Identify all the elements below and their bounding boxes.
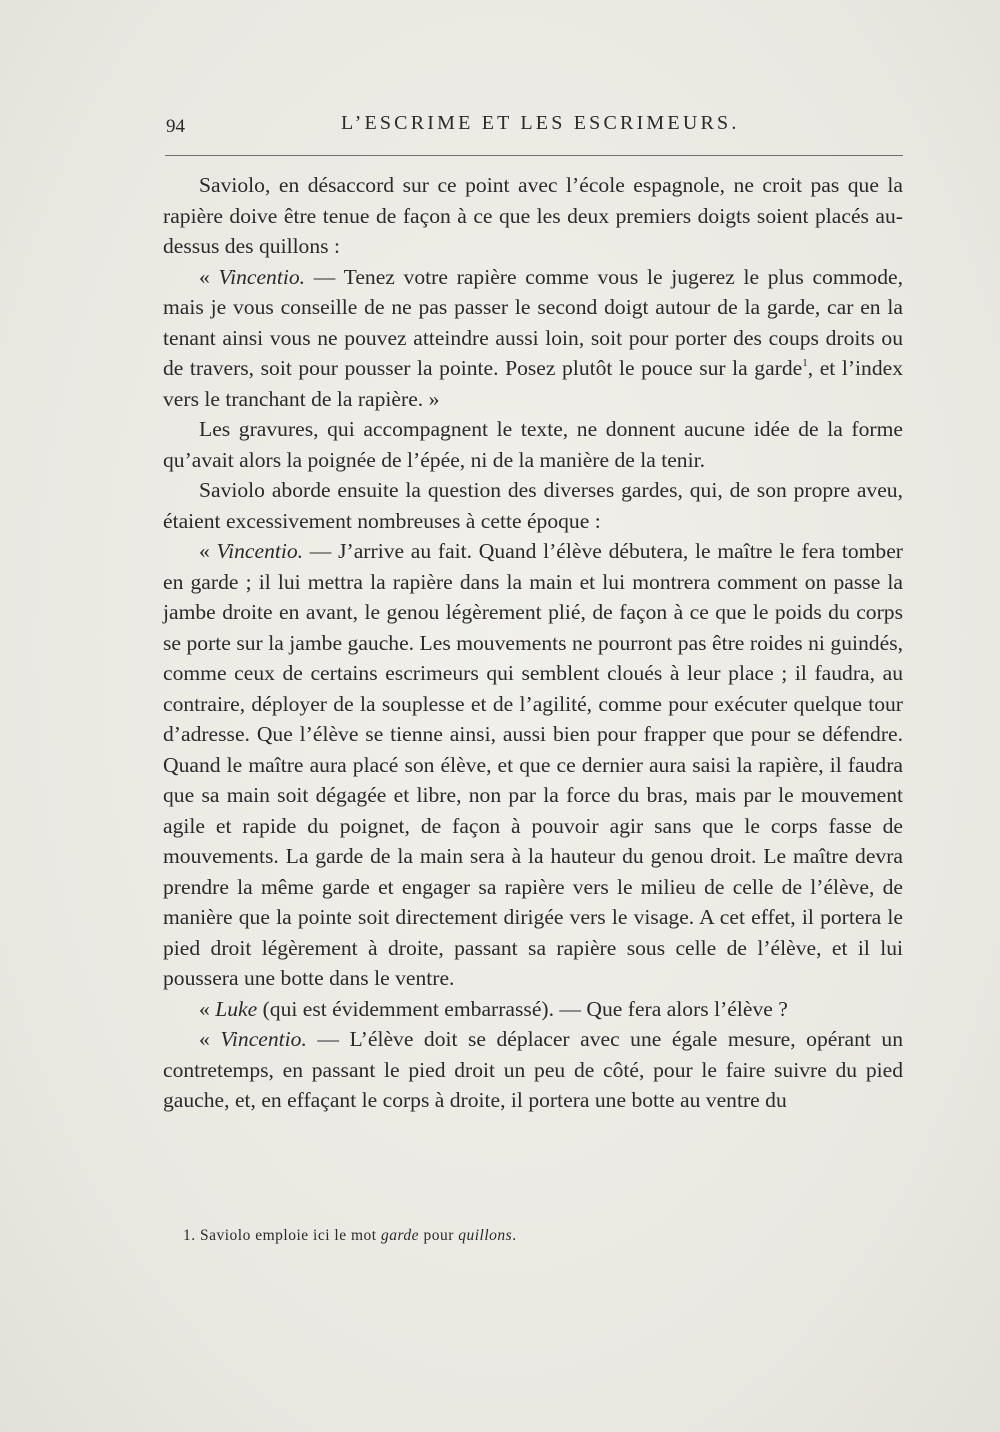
body-text — [163, 170, 903, 1116]
text-run: « — [199, 996, 216, 1021]
text-run: Saviolo aborde ensuite la question des diverses gardes, qui, de son propre aveu, étaient excessivement nombreuses à cette époque : — [163, 478, 903, 533]
paragraph — [163, 536, 903, 994]
italic-text: Vincentio. — [218, 264, 306, 289]
paragraph — [163, 170, 903, 262]
italic-text: Luke — [215, 996, 258, 1021]
text-run: 1. Saviolo emploie ici le mot — [183, 1227, 381, 1244]
italic-text: Vincentio. — [220, 1027, 307, 1051]
text-run: (qui est évidemment embarrassé). — Que fera alors l’élève ? — [257, 996, 788, 1021]
page-number: 94 — [166, 116, 185, 137]
text-run: « — [199, 1027, 221, 1051]
italic-text: quillons — [458, 1227, 513, 1244]
running-head — [163, 112, 903, 142]
text-run: Les gravures, qui accompagnent le texte, ne donnent aucune idée de la forme qu’avait alors la poignée de l’épée, ni de la manière de la tenir. — [163, 417, 903, 472]
paragraph — [163, 994, 903, 1025]
text-run: « — [199, 539, 217, 563]
text-run: « — [199, 264, 219, 289]
text-run: Saviolo, en désaccord sur ce point avec l’école espagnole, ne croit pas que la rapière doive être tenue de façon à ce que les deux premiers doigts soient placés au-dessus des quillons : — [163, 173, 903, 258]
text-run: , et l’index vers le tranchant de la rapière. » — [163, 356, 903, 411]
running-title: L’ESCRIME ET LES ESCRIMEURS. — [341, 112, 740, 134]
paragraph — [163, 1024, 903, 1116]
text-run: — J’arrive au fait. Quand l’élève débutera, le maître le fera tomber en garde ; il lui mettra la rapière dans la main et lui montrera comment on passe la jambe droite en avant, le genou légèrement plié, de façon à ce que le poids du corps se porte sur la jambe gauche. Les mouvements ne pourront pas être roides ni guindés, comme ceux de certains escrimeurs qui semblent cloués à leur place ; il faudra, au contraire, déployer de la souplesse et de l’agilité, comme pour exécuter quelque tour d’adresse. Que l’élève se tienne ainsi, aussi bien pour frapper que pour se défendre. Quand le maître aura placé son élève, et que ce dernier aura saisi la rapière, il faudra que sa main soit dégagée et libre, non par la force du bras, mais par le mouvement agile et rapide du poignet, de façon à pouvoir agir sans que le corps fasse de mouvements. La garde de la main sera à la hauteur du genou droit. Le maître devra prendre la même garde et engager sa rapière vers le milieu de celle de l’élève, de manière que la pointe soit directement dirigée vers le visage. A cet effet, il portera le pied droit légèrement à droite, passant sa rapière sous celle de l’élève, et il lui poussera une botte dans le ventre. — [163, 539, 903, 990]
text-run: — L’élève doit se déplacer avec une égale mesure, opérant un contretemps, en passant le pied droit un peu de côté, pour le faire suivre du pied gauche, et, en effaçant le corps à droite, il portera une botte au ventre du — [163, 1027, 903, 1112]
paragraph — [163, 475, 903, 536]
header-rule — [165, 155, 903, 156]
paragraph — [163, 414, 903, 475]
footnote — [183, 1227, 883, 1245]
text-run: . — [512, 1227, 517, 1244]
italic-text: garde — [380, 1227, 420, 1244]
text-run: — Tenez votre rapière comme vous le jugerez le plus commode, mais je vous conseille de ne pas passer le second doigt autour de la garde, car en la tenant ainsi vous ne pouvez atteindre aussi loin, soit pour porter des coups droits ou de travers, soit pour pousser la pointe. Posez plutôt le pouce sur la garde — [163, 264, 903, 380]
paragraph — [163, 262, 903, 415]
footnote-reference: 1 — [802, 357, 808, 369]
italic-text: Vincentio. — [216, 539, 304, 563]
text-run: pour — [419, 1227, 459, 1244]
